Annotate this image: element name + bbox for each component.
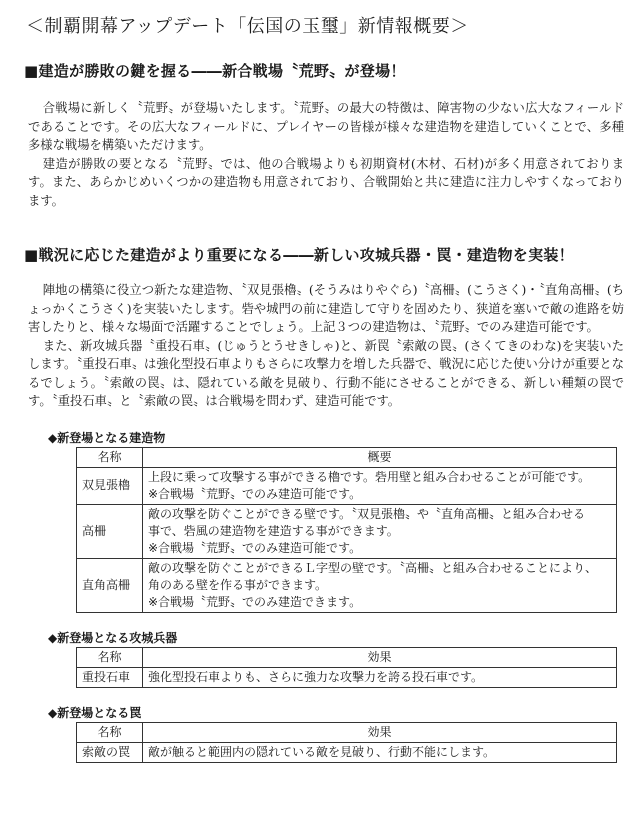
- section1-heading: ■建造が勝敗の鍵を握る――新合戦場〝荒野〟が登場！: [24, 62, 406, 80]
- description-note: ※合戦場〝荒野〟でのみ建造可能です。: [148, 540, 362, 555]
- siege-weapon-effect: 強化型投石車よりも、さらに強力な攻撃力を誇る投石車です。: [143, 667, 617, 687]
- description-line: 上段に乗って攻撃する事ができる櫓です。砦用壁と組み合わせることが可能です。: [148, 469, 591, 484]
- building-name: 双見張櫓: [77, 467, 143, 504]
- column-header-summary: 概要: [143, 447, 617, 467]
- table-header-row: [77, 647, 617, 667]
- siege-table: [76, 647, 617, 688]
- table-header-row: [77, 447, 617, 467]
- siege-section: [22, 629, 628, 688]
- description-line: 敵の攻撃を防ぐことができる壁です。〝双見張櫓〟や〝直角高柵〟と組み合わせる: [148, 506, 586, 521]
- table-header-row: [77, 722, 617, 742]
- table-row: [77, 558, 617, 612]
- building-name: 直角高柵: [77, 558, 143, 612]
- trap-table: [76, 722, 617, 763]
- table-row: [77, 504, 617, 558]
- table-row: [77, 742, 617, 762]
- column-header-name: 名称: [77, 722, 143, 742]
- buildings-table-caption: ◆新登場となる建造物: [48, 430, 166, 445]
- trap-effect: 敵が触ると範囲内の隠れている敵を見破り、行動不能にします。: [143, 742, 617, 762]
- siege-weapon-name: 重投石車: [77, 667, 143, 687]
- trap-table-caption: ◆新登場となる罠: [48, 705, 142, 720]
- document-title: ＜制覇開幕アップデート「伝国の玉璽」新情報概要＞: [26, 16, 469, 37]
- table-row: [77, 667, 617, 687]
- description-note: ※合戦場〝荒野〟でのみ建造可能です。: [148, 486, 362, 501]
- section2-paragraph-1: 陣地の構築に役立つ新たな建造物、〝双見張櫓〟(そうみはりやぐら)〝高柵〟(こうさく)・〝直角高柵〟(ちょっかくこうさく)を実装いたします。砦や城門の前に建造して守りを固めたり、狭道を塞いで敵の進路を妨害したりと、様々な場面で活躍することでしょう。上記３つの建造物は、〝荒野〟でのみ建造可能です。: [28, 283, 624, 334]
- column-header-effect: 効果: [143, 722, 617, 742]
- building-description: [143, 504, 617, 558]
- section2-paragraph-2: また、新攻城兵器〝重投石車〟(じゅうとうせきしゃ)と、新罠〝索敵の罠〟(さくてきのわな)を実装いたします。〝重投石車〟は強化型投石車よりもさらに攻撃力を増した兵器で、戦況に応じた使い分けが重要となるでしょう。〝索敵の罠〟は、隠れている敵を見破り、行動不能にさせることができる、新しい種類の罠です。〝重投石車〟と〝索敵の罠〟は合戦場を問わず、建造可能です。: [28, 338, 624, 408]
- building-description: [143, 467, 617, 504]
- building-description: [143, 558, 617, 612]
- description-line: 角のある壁を作る事ができます。: [148, 577, 328, 592]
- column-header-effect: 効果: [143, 647, 617, 667]
- buildings-section: [22, 429, 628, 613]
- description-line: 敵の攻撃を防ぐことができるＬ字型の壁です。〝高柵〟と組み合わせることにより、: [148, 560, 598, 575]
- building-name: 高柵: [77, 504, 143, 558]
- trap-section: [22, 704, 628, 763]
- buildings-table: [76, 447, 617, 613]
- siege-table-caption: ◆新登場となる攻城兵器: [48, 630, 178, 645]
- column-header-name: 名称: [77, 647, 143, 667]
- column-header-name: 名称: [77, 447, 143, 467]
- section1-paragraph-2: 建造が勝敗の要となる〝荒野〟では、他の合戦場よりも初期資材(木材、石材)が多く用意されております。また、あらかじめいくつかの建造物も用意されており、合戦開始と共に建造に注力しやすくなっております。: [28, 156, 624, 208]
- table-row: [77, 467, 617, 504]
- description-line: 事で、砦風の建造物を建造する事ができます。: [148, 523, 399, 538]
- section1-paragraph-1: 合戦場に新しく〝荒野〟が登場いたします。〝荒野〟の最大の特徴は、障害物の少ない広大なフィールドであることです。その広大なフィールドに、プレイヤーの皆様が様々な建造物を建造していくことで、多種多様な戦場を構築いただけます。: [28, 101, 624, 152]
- section2-heading: ■戦況に応じた建造がより重要になる――新しい攻城兵器・罠・建造物を実装！: [24, 246, 574, 264]
- description-note: ※合戦場〝荒野〟でのみ建造できます。: [148, 594, 362, 609]
- trap-name: 索敵の罠: [77, 742, 143, 762]
